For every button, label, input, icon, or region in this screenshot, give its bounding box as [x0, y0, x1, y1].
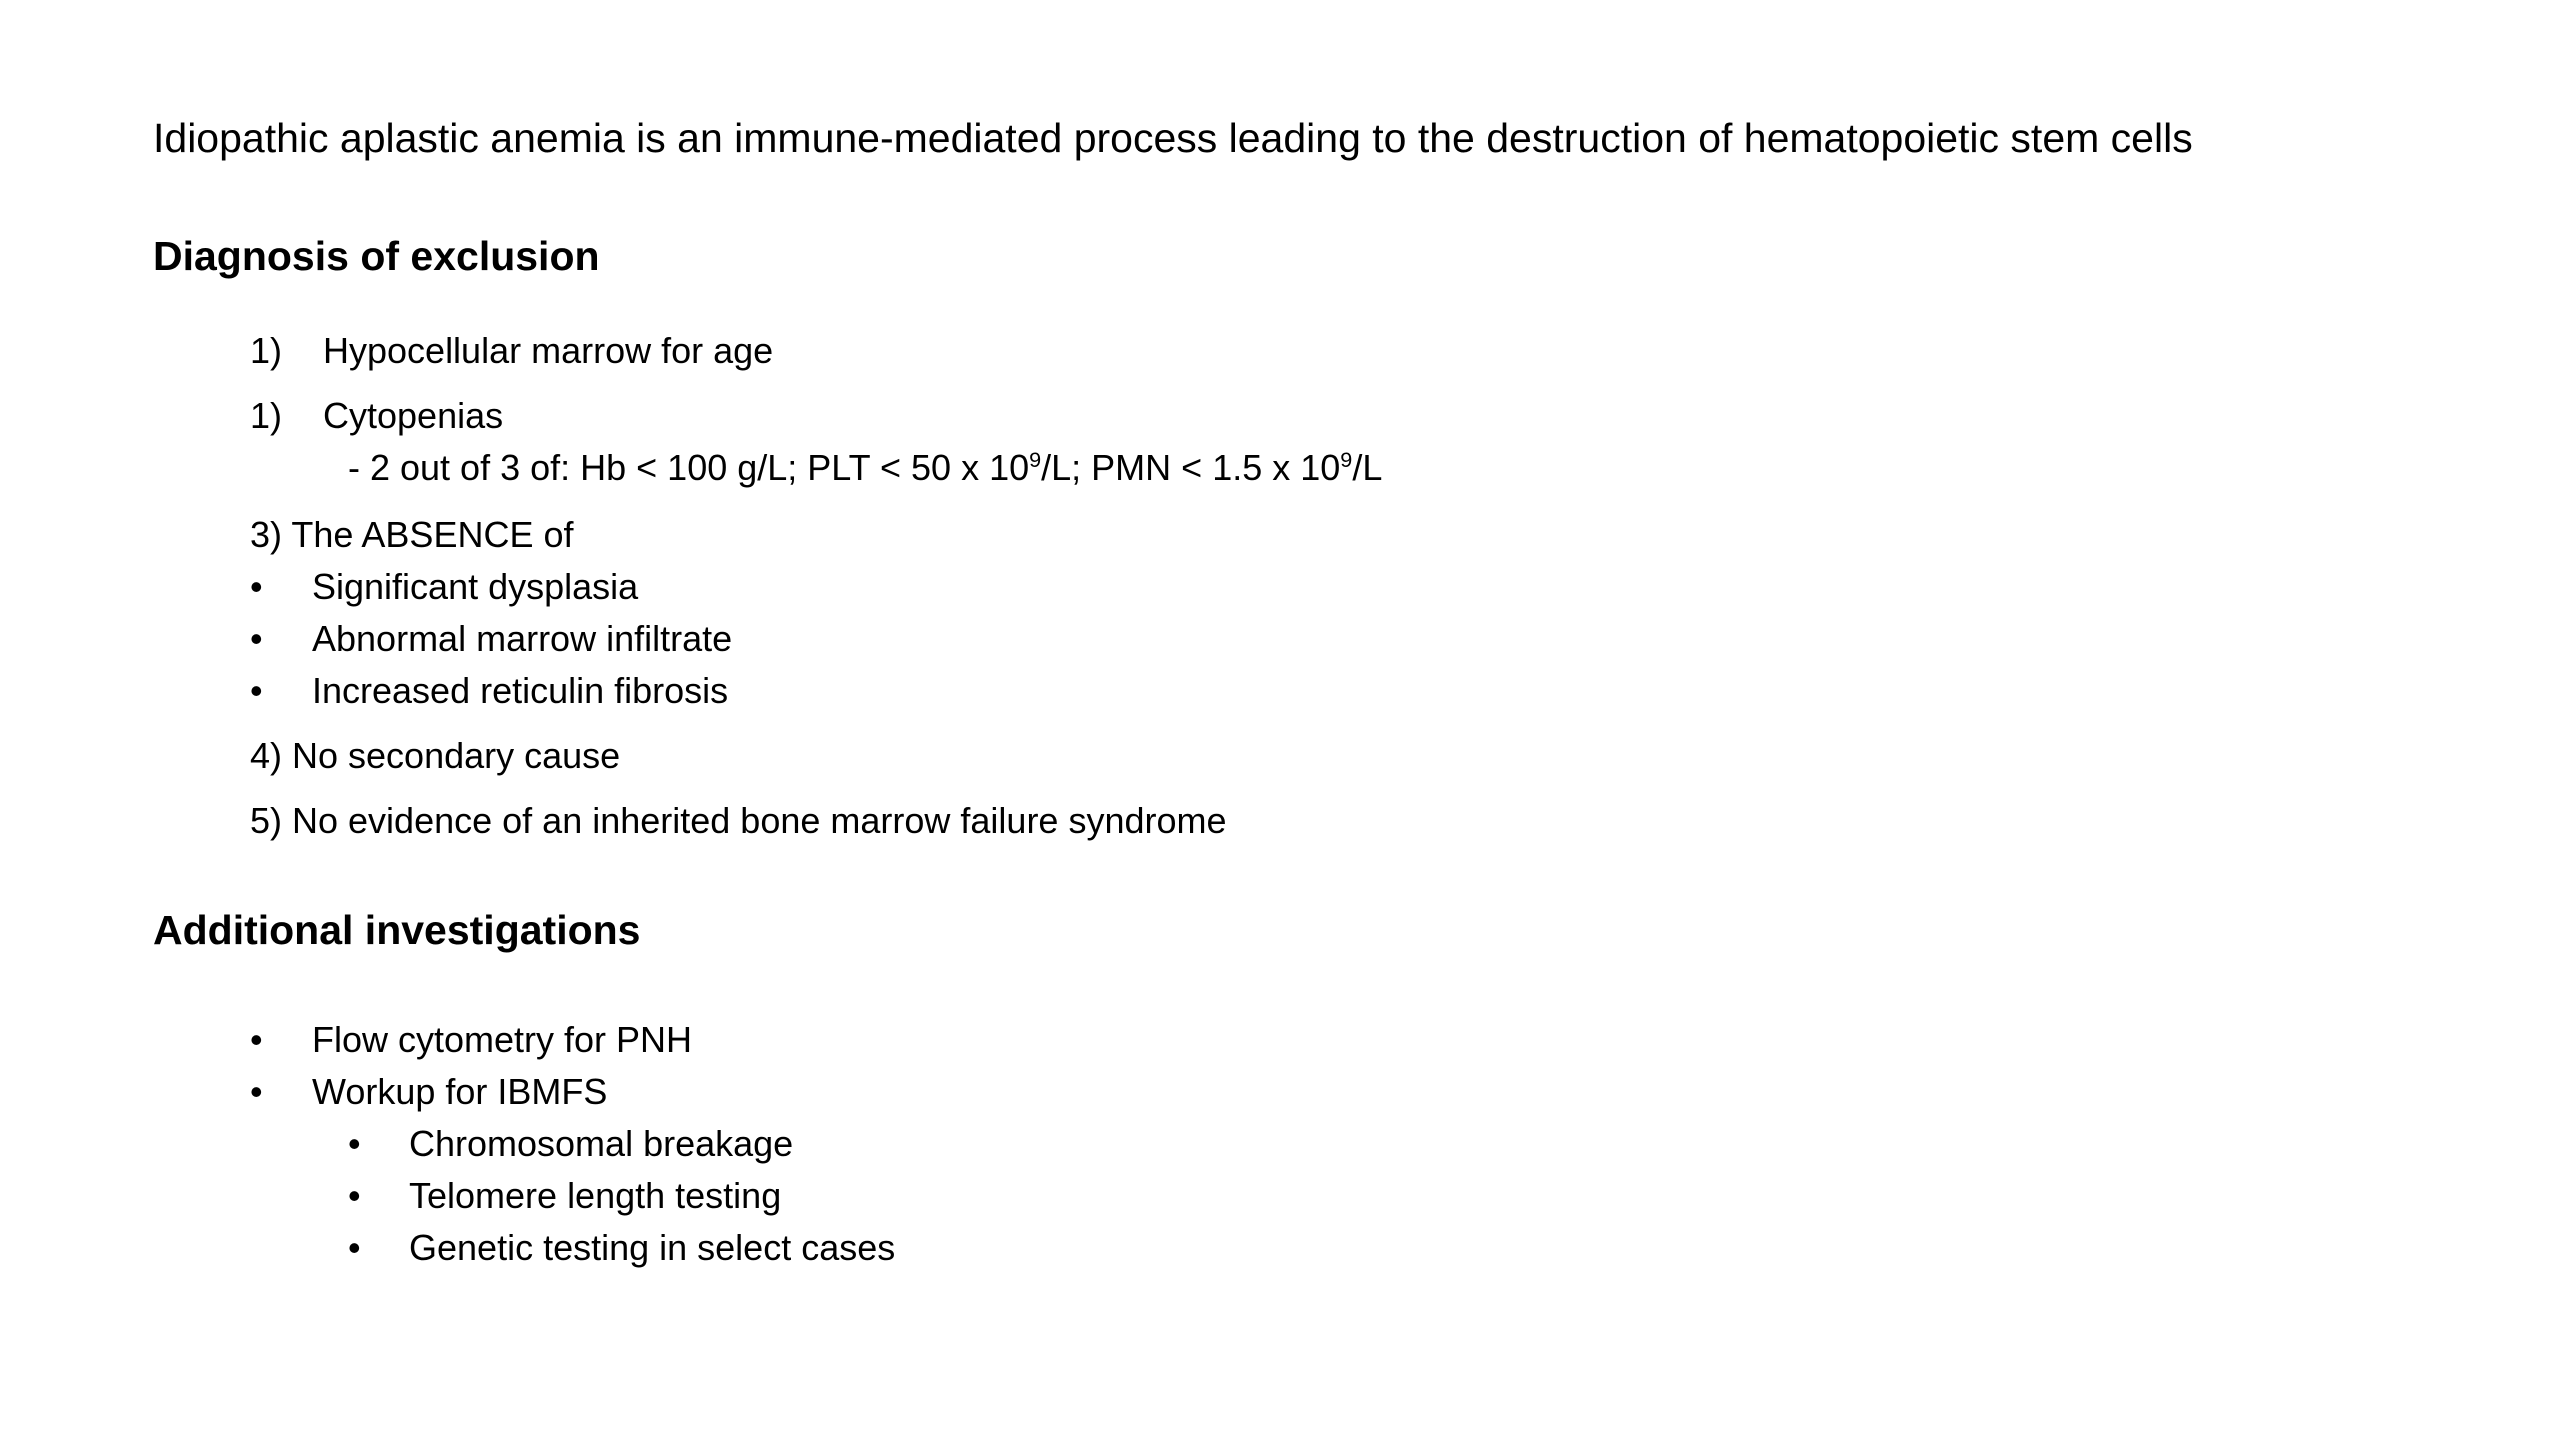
absence-item: Significant dysplasia — [312, 566, 639, 607]
bullet-icon: • — [250, 1071, 263, 1112]
ibmfs-item: Chromosomal breakage — [409, 1123, 794, 1164]
diagnosis-heading: Diagnosis of exclusion — [153, 233, 600, 279]
item3-text: 3) The ABSENCE of — [250, 514, 574, 555]
criteria-prefix: - 2 out of 3 of: Hb < 100 g/L; PLT < 50 x 10 — [348, 447, 1030, 488]
item1-text: Hypocellular marrow for age — [323, 330, 774, 371]
bullet-icon: • — [250, 618, 263, 659]
investigation-item: Workup for IBMFS — [312, 1071, 608, 1112]
bullet-icon: • — [250, 670, 263, 711]
item2-text: Cytopenias — [323, 395, 504, 436]
ibmfs-item: Genetic testing in select cases — [409, 1227, 896, 1268]
absence-item: Abnormal marrow infiltrate — [312, 618, 733, 659]
sub-bullet-icon: • — [348, 1123, 361, 1164]
sub-bullet-icon: • — [348, 1227, 361, 1268]
bullet-icon: • — [250, 1019, 263, 1060]
item1-number: 1) — [250, 330, 283, 371]
intro-text: Idiopathic aplastic anemia is an immune-mediated process leading to the destruction of hematopoietic stem cells — [153, 115, 2193, 161]
cytopenia-criteria — [348, 447, 1383, 488]
item2-number: 1) — [250, 395, 283, 436]
investigation-item: Flow cytometry for PNH — [312, 1019, 693, 1060]
item4-text: 4) No secondary cause — [250, 735, 621, 776]
criteria-middle: /L; PMN < 1.5 x 10 — [1041, 447, 1341, 488]
item5-text: 5) No evidence of an inherited bone marrow failure syndrome — [250, 800, 1227, 841]
additional-heading: Additional investigations — [153, 907, 641, 953]
sub-bullet-icon: • — [348, 1175, 361, 1216]
criteria-superscript-1: 9 — [1029, 447, 1042, 473]
criteria-superscript-2: 9 — [1340, 447, 1353, 473]
criteria-end: /L — [1352, 447, 1383, 488]
ibmfs-item: Telomere length testing — [409, 1175, 782, 1216]
bullet-icon: • — [250, 566, 263, 607]
absence-item: Increased reticulin fibrosis — [312, 670, 729, 711]
